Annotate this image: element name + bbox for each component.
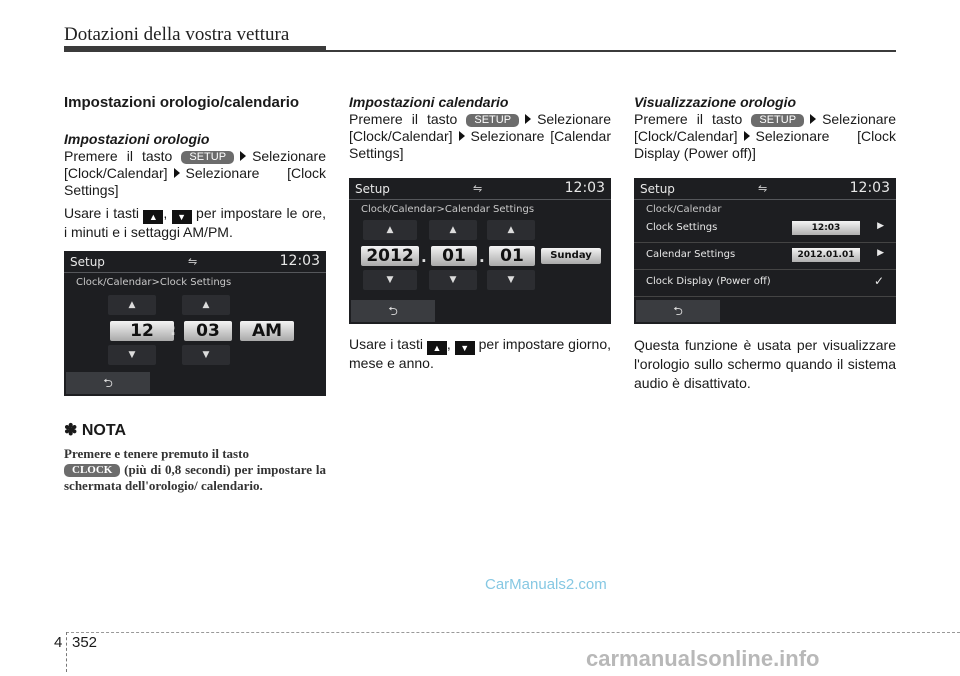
subheading-clock: Impostazioni orologio — [64, 131, 210, 147]
clock-settings-screen — [64, 251, 326, 396]
hour-value: 12 — [110, 321, 174, 341]
note-heading: ✽ NOTA — [64, 422, 126, 439]
year-up-button[interactable]: ▲ — [363, 220, 417, 240]
arrow-right-icon — [240, 151, 246, 161]
header-title: Dotazioni della vostra vettura — [64, 24, 290, 45]
minute-down-button[interactable]: ▼ — [182, 345, 230, 365]
time-separator: : — [170, 321, 176, 339]
back-button[interactable]: ⮌ — [351, 300, 435, 322]
header-bar — [64, 46, 326, 52]
ampm-value[interactable]: AM — [240, 321, 294, 341]
minute-value: 03 — [184, 321, 232, 341]
arrow-right-icon — [525, 114, 531, 124]
column-calendar-settings — [349, 94, 611, 378]
up-key-icon: ▲ — [427, 341, 447, 355]
screen-breadcrumb: Clock/Calendar>Calendar Settings — [361, 204, 535, 215]
display-instructions: Premere il tasto SETUP Selezionare [Clock/Calendar] Selezionare [Clock Display (Power off)] — [634, 111, 896, 161]
date-dot: . — [479, 248, 485, 266]
screen-title: Setup — [355, 182, 390, 196]
month-value: 01 — [431, 246, 477, 266]
usb-icon: ⇋ — [473, 182, 483, 195]
down-key-icon: ▼ — [455, 341, 475, 355]
menu-row-clock-settings[interactable]: Clock Settings 12:03 ▶ — [634, 216, 896, 243]
day-up-button[interactable]: ▲ — [487, 220, 535, 240]
display-description: Questa funzione è usata per visualizzare l'orologio sullo schermo quando il sistema audio è disattivato. — [634, 337, 896, 391]
menu-row-calendar-settings[interactable]: Calendar Settings 2012.01.01 ▶ — [634, 243, 896, 270]
arrow-right-icon — [174, 168, 180, 178]
hour-down-button[interactable]: ▼ — [108, 345, 156, 365]
screen-time: 12:03 — [849, 180, 890, 196]
menu-row-clock-display[interactable]: Clock Display (Power off) ✓ — [634, 270, 896, 297]
minute-up-button[interactable]: ▲ — [182, 295, 230, 315]
calendar-value-chip: 2012.01.01 — [792, 248, 860, 262]
screen-title: Setup — [640, 182, 675, 196]
page-number: 352 — [72, 634, 98, 651]
back-button[interactable]: ⮌ — [636, 300, 720, 322]
header-line — [326, 50, 896, 52]
arrow-right-icon — [810, 114, 816, 124]
clock-keys-text: Usare i tasti ▲ , ▼ per impostare le ore, i minuti e i settaggi AM/PM. — [64, 205, 326, 240]
screen-title: Setup — [70, 255, 105, 269]
clock-key-icon: CLOCK — [64, 464, 120, 477]
calendar-instructions: Premere il tasto SETUP Selezionare [Clock/Calendar] Selezionare [Calendar Settings] — [349, 111, 611, 161]
year-down-button[interactable]: ▼ — [363, 270, 417, 290]
subheading-calendar: Impostazioni calendario — [349, 94, 509, 110]
arrow-right-icon — [744, 131, 750, 141]
down-key-icon: ▼ — [172, 210, 192, 224]
column-clock-display — [634, 94, 896, 399]
year-value: 2012 — [361, 246, 419, 266]
month-up-button[interactable]: ▲ — [429, 220, 477, 240]
screen-time: 12:03 — [564, 180, 605, 196]
usb-icon: ⇋ — [188, 255, 198, 268]
day-value: 01 — [489, 246, 535, 266]
note-box — [64, 420, 326, 494]
play-arrow-icon: ▶ — [877, 221, 884, 231]
setup-key-icon: SETUP — [181, 151, 234, 164]
up-key-icon: ▲ — [143, 210, 163, 224]
arrow-right-icon — [459, 131, 465, 141]
subheading-display: Visualizzazione orologio — [634, 94, 797, 110]
checkmark-icon: ✓ — [873, 274, 884, 288]
setup-key-icon: SETUP — [466, 114, 519, 127]
calendar-keys-text: Usare i tasti ▲ , ▼ per impostare giorno, mese e anno. — [349, 336, 611, 371]
play-arrow-icon: ▶ — [877, 248, 884, 258]
back-button[interactable]: ⮌ — [66, 372, 150, 394]
section-heading: Impostazioni orologio/calendario — [64, 94, 300, 111]
clock-value-chip: 12:03 — [792, 221, 860, 235]
hour-up-button[interactable]: ▲ — [108, 295, 156, 315]
screen-breadcrumb: Clock/Calendar>Clock Settings — [76, 277, 232, 288]
clock-instructions: Premere il tasto SETUP Selezionare [Clock/Calendar] Selezionare [Clock Settings] — [64, 148, 326, 198]
screen-time: 12:03 — [279, 253, 320, 269]
column-clock-settings — [64, 94, 326, 494]
note-text: Premere e tenere premuto il tasto CLOCK (più di 0,8 secondi) per impostare la schermata dell'orologio/ calendario. — [64, 446, 326, 493]
watermark: CarManuals2.com — [485, 576, 607, 593]
month-down-button[interactable]: ▼ — [429, 270, 477, 290]
clock-display-screen — [634, 178, 896, 324]
calendar-settings-screen — [349, 178, 611, 324]
setup-key-icon: SETUP — [751, 114, 804, 127]
usb-icon: ⇋ — [758, 182, 768, 195]
page-section: 4 — [54, 634, 63, 651]
weekday-value: Sunday — [541, 248, 601, 264]
footer-watermark: carmanualsonline.info — [586, 646, 820, 671]
date-dot: . — [421, 248, 427, 266]
screen-breadcrumb: Clock/Calendar — [646, 204, 722, 215]
day-down-button[interactable]: ▼ — [487, 270, 535, 290]
